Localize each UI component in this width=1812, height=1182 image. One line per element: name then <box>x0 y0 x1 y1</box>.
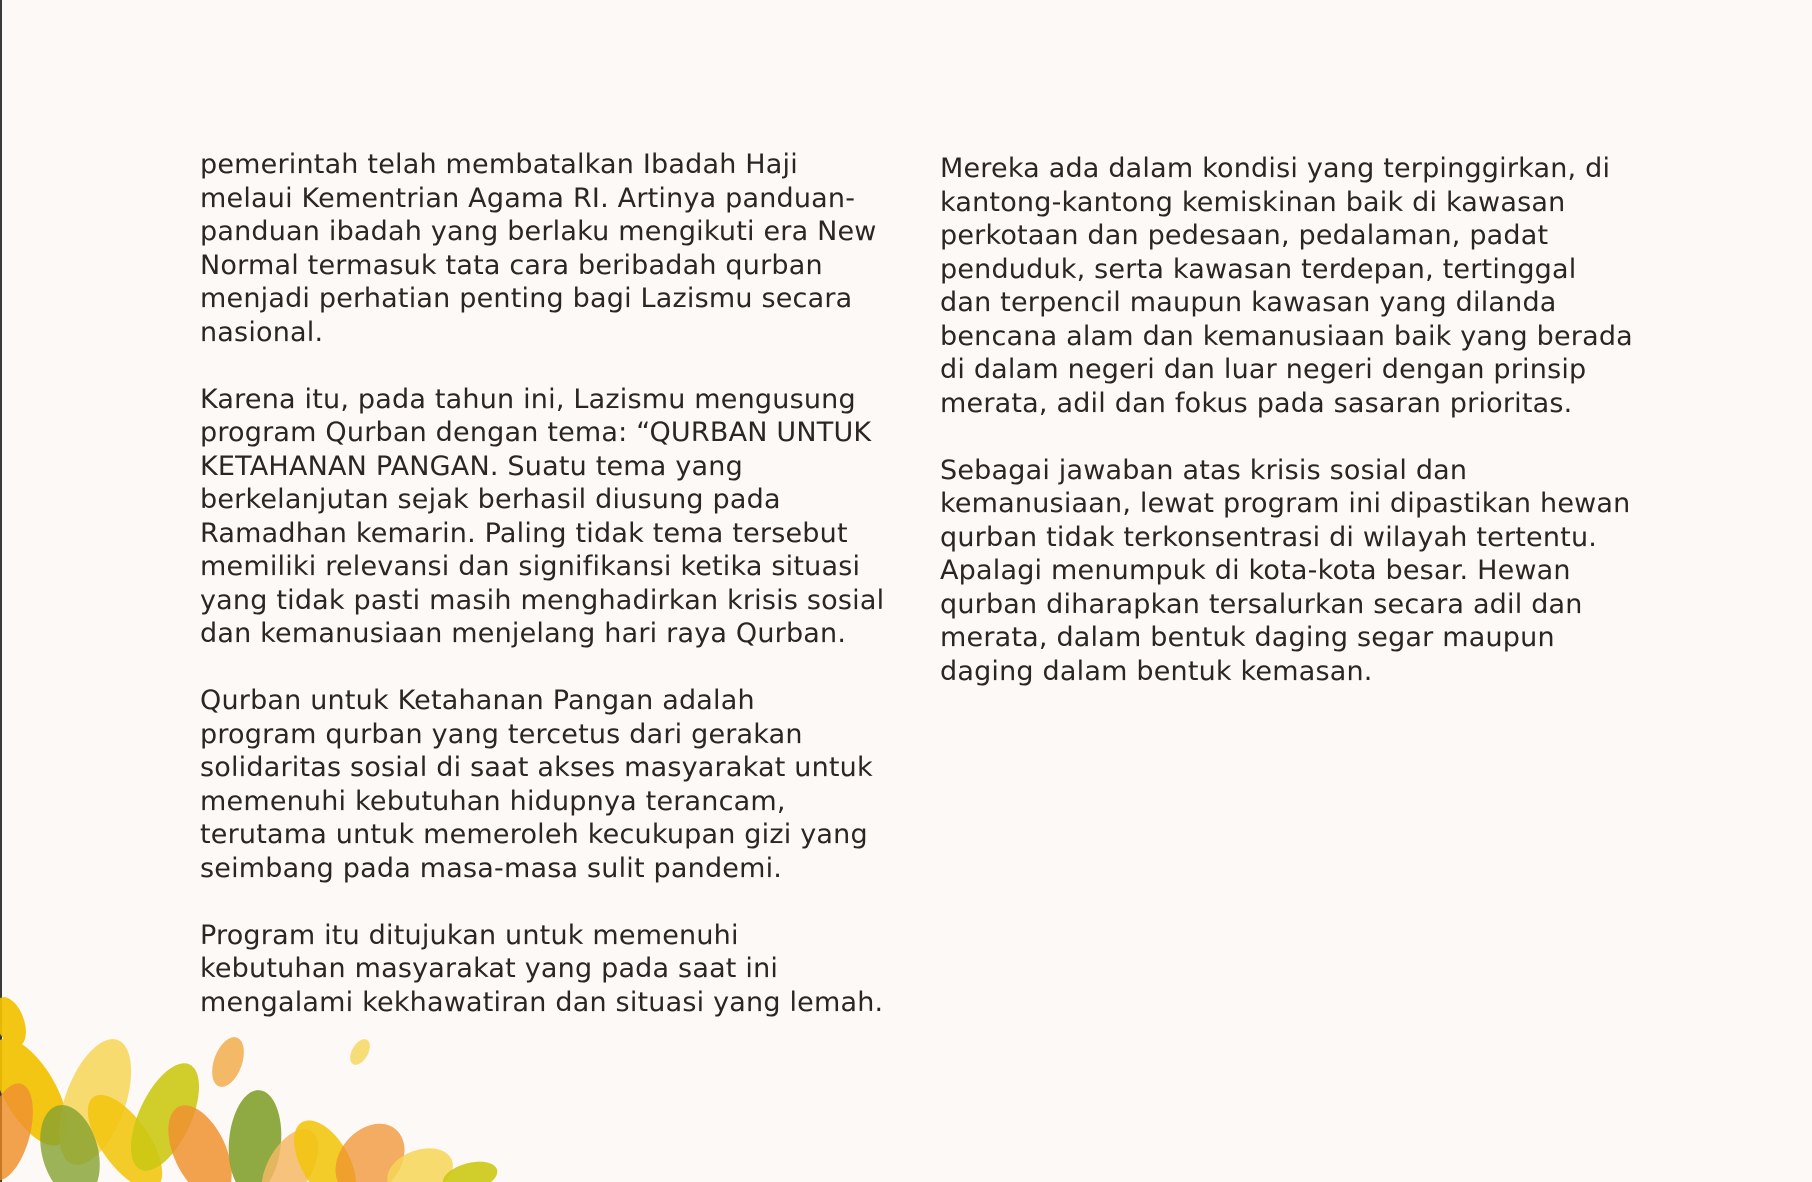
autumn-leaves-decoration-icon <box>0 982 500 1182</box>
leaf-shape <box>346 1036 374 1068</box>
paragraph: Karena itu, pada tahun ini, Lazismu mengusung program Qurban dengan tema: “QURBAN UNTUK KETAHANAN PANGAN. Suatu tema yang berkelanjutan sejak berhasil diusung pada Ramadhan kemarin. Paling tidak tema tersebut memiliki relevansi dan signifikansi ketika situasi yang tidak pasti masih menghadirkan krisis sosial dan kemanusiaan menjelang hari raya Qurban. <box>200 383 885 649</box>
paragraph: pemerintah telah membatalkan Ibadah Haji melaui Kementrian Agama RI. Artinya panduan- panduan ibadah yang berlaku mengikuti era New Normal termasuk tata cara beribadah qurban menjadi perhatian penting bagi Lazismu secara nasional. <box>200 149 877 348</box>
leaf-shape <box>206 1033 250 1091</box>
right-text-column <box>940 152 1660 722</box>
left-text-column <box>200 148 920 1053</box>
paragraph: Sebagai jawaban atas krisis sosial dan kemanusiaan, lewat program ini dipastikan hewan qurban tidak terkonsentrasi di wilayah tertentu. Apalagi menumpuk di kota-kota besar. Hewan qurban diharapkan tersalurkan secara adil dan merata, dalam bentuk daging segar maupun daging dalam bentuk kemasan. <box>940 454 1631 687</box>
paragraph: Program itu ditujukan untuk memenuhi kebutuhan masyarakat yang pada saat ini mengalami kekhawatiran dan situasi yang lemah. <box>200 919 884 1018</box>
paragraph: Qurban untuk Ketahanan Pangan adalah program qurban yang tercetus dari gerakan solidaritas sosial di saat akses masyarakat untuk memenuhi kebutuhan hidupnya terancam, terutama untuk memeroleh kecukupan gizi yang seimbang pada masa-masa sulit pandemi. <box>200 685 873 884</box>
paragraph: Mereka ada dalam kondisi yang terpinggirkan, di kantong-kantong kemiskinan baik di kawasan perkotaan dan pedesaan, pedalaman, padat penduduk, serta kawasan terdepan, tertinggal dan terpencil maupun kawasan yang dilanda bencana alam dan kemanusiaan baik yang berada di dalam negeri dan luar negeri dengan prinsip merata, adil dan fokus pada sasaran prioritas. <box>940 153 1633 419</box>
